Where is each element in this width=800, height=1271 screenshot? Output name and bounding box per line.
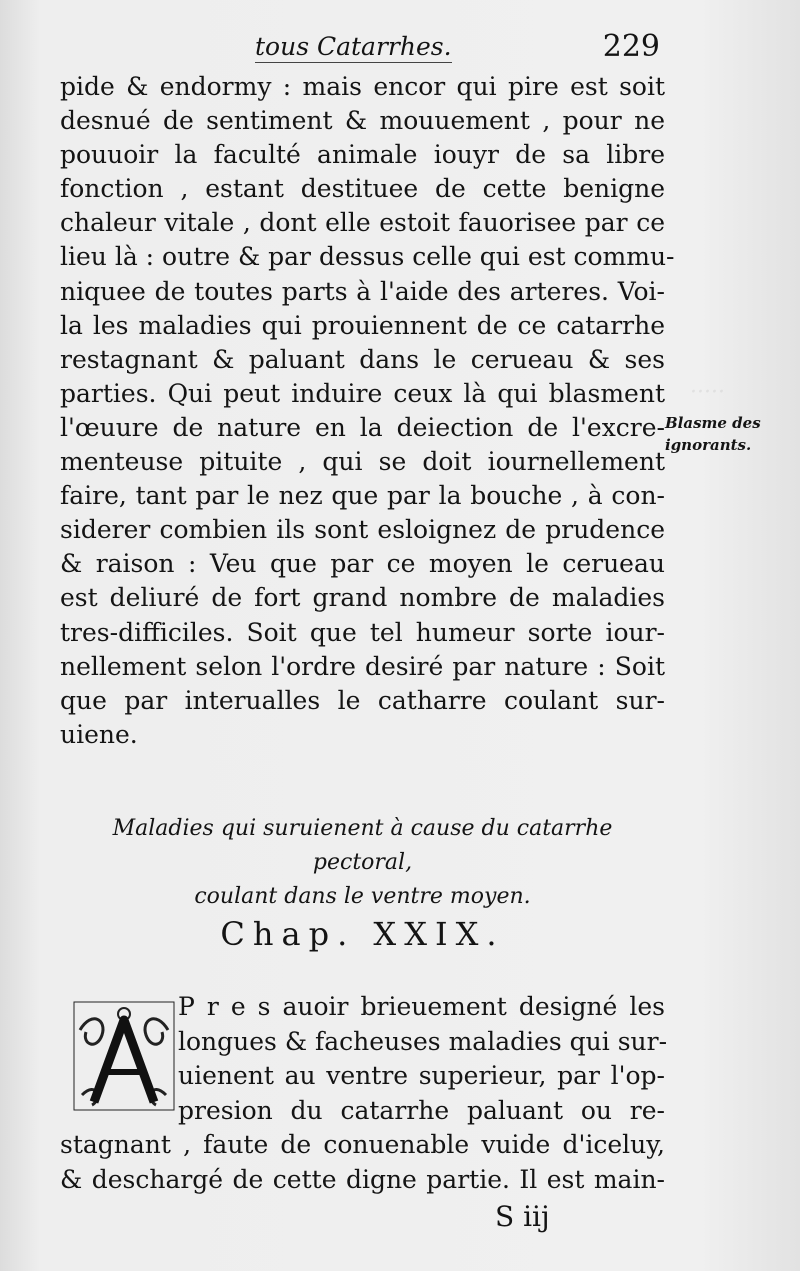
text-line: chaleur vitale , dont elle estoit fauorisee par ce	[60, 208, 665, 238]
text-line: nellement selon l'ordre desiré par nature : Soit	[60, 651, 665, 681]
running-title: tous Catarrhes.	[255, 32, 452, 61]
text-line: l'œuure de nature en la deiection de l'excre-	[60, 412, 665, 442]
text-line: stagnant , faute de conuenable vuide d'iceluy,	[60, 1130, 665, 1159]
text-line: P r e s auoir brieuement designé les	[178, 992, 665, 1021]
text-line: desnué de sentiment & mouuement , pour ne	[60, 106, 665, 136]
signature-mark: S iij	[495, 1200, 550, 1233]
text-line: restagnant & paluant dans le cerueau & ses	[60, 344, 665, 374]
text-line: lieu là : outre & par dessus celle qui est commu-	[60, 242, 675, 272]
margin-note-line: Blasme des	[665, 414, 761, 432]
page-header	[60, 30, 660, 70]
bleed-through-text: ·····	[690, 380, 725, 405]
subtitle-line: coulant dans le ventre moyen.	[194, 884, 531, 909]
text-line: presion du catarrhe paluant ou re-	[178, 1095, 665, 1125]
page-number: 229	[602, 29, 660, 64]
text-line: fonction , estant destituee de cette benigne	[60, 174, 665, 204]
chapter-text	[60, 990, 668, 1197]
text-line: & deschargé de cette digne partie. Il est main-	[60, 1164, 665, 1194]
text-line: niquee de toutes parts à l'aide des arteres. Voi-	[60, 276, 665, 306]
margin-note-line: ignorants.	[665, 436, 752, 454]
margin-note	[665, 412, 775, 456]
subtitle-line: Maladies qui suruienent à cause du catarrhe pectoral,	[112, 816, 613, 875]
text-line: faire, tant par le nez que par la bouche , à con-	[60, 481, 665, 511]
text-line: longues & facheuses maladies qui sur-	[178, 1026, 668, 1056]
text-line: & raison : Veu que par ce moyen le cerueau	[60, 549, 665, 579]
text-line: parties. Qui peut induire ceux là qui blasment	[60, 378, 665, 408]
text-line: uienent au ventre superieur, par l'op-	[178, 1061, 665, 1090]
text-line: pouuoir la faculté animale iouyr de sa libre	[60, 140, 665, 170]
text-line: la les maladies qui prouiennent de ce catarrhe	[60, 310, 665, 340]
chapter-subtitle	[60, 812, 665, 914]
body-text	[60, 70, 675, 752]
text-line: uiene.	[60, 719, 138, 749]
text-line: siderer combien ils sont esloignez de prudence	[60, 515, 665, 545]
text-line: pide & endormy : mais encor qui pire est soit	[60, 72, 665, 101]
text-line: est deliuré de fort grand nombre de maladies	[60, 583, 665, 613]
chapter-heading: Chap. XXIX.	[220, 915, 505, 953]
text-line: menteuse pituite , qui se doit iournellement	[60, 447, 665, 477]
text-line: que par interualles le catharre coulant sur-	[60, 685, 665, 715]
text-line: tres-difficiles. Soit que tel humeur sorte iour-	[60, 617, 665, 647]
